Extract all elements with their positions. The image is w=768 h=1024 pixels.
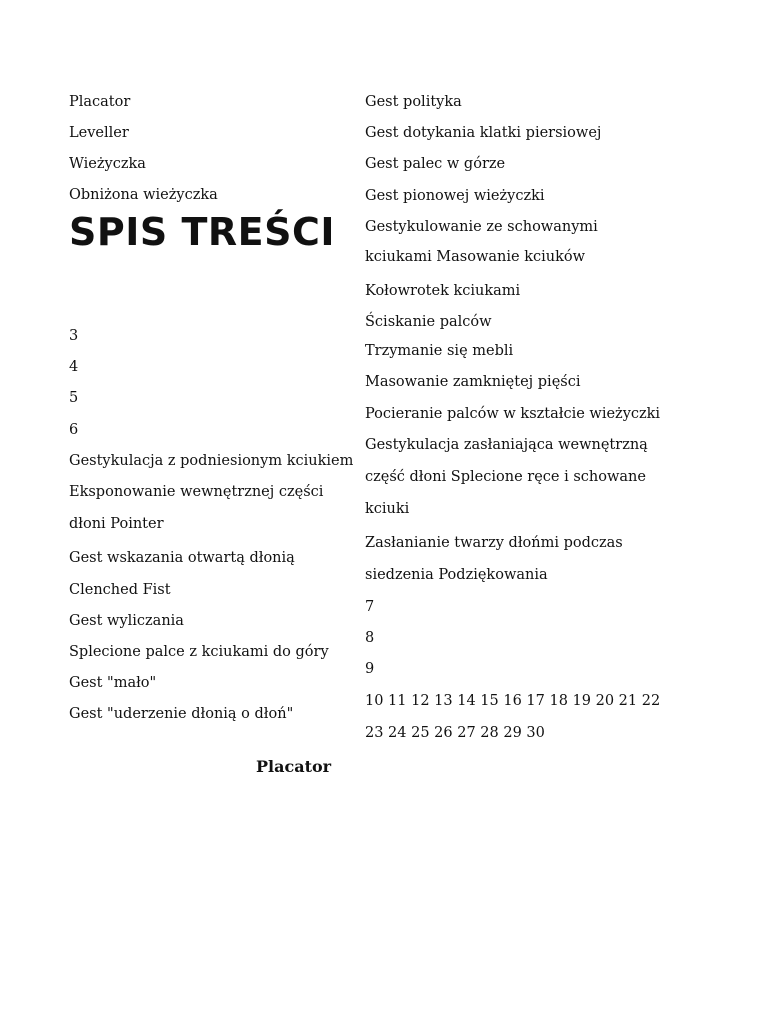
toc-entry: Placator [69,94,131,110]
toc-entry: Trzymanie się mebli [365,343,514,359]
toc-title: SPIS TREŚCI [69,210,335,254]
toc-entry: Wieżyczka [69,156,146,172]
toc-entry: Zasłanianie twarzy dłońmi podczas [365,535,623,551]
toc-entry: Masowanie zamkniętej pięści [365,374,581,390]
page-number: 8 [365,630,375,646]
toc-entry: Gestykulacja z podniesionym kciukiem [69,453,354,469]
page-number: 9 [365,661,375,677]
toc-entry: Gestykulowanie ze schowanymi [365,219,598,235]
toc-entry: dłoni Pointer [69,516,164,532]
section-heading: Placator [256,757,332,776]
page-number: 5 [69,390,79,406]
toc-entry: Gest dotykania klatki piersiowej [365,125,602,141]
toc-entry: Ściskanie palców [365,314,492,330]
toc-entry: Gestykulacja zasłaniająca wewnętrzną [365,437,648,453]
toc-entry: Gest "uderzenie dłonią o dłoń" [69,706,294,722]
page-number: 4 [69,359,79,375]
toc-entry: Kołowrotek kciukami [365,283,521,299]
page-numbers-range: 23 24 25 26 27 28 29 30 [365,725,545,741]
toc-entry: Obniżona wieżyczka [69,187,218,203]
toc-entry: kciuki [365,501,410,517]
toc-entry: siedzenia Podziękowania [365,567,548,583]
toc-entry: Gest pionowej wieżyczki [365,188,545,204]
toc-entry: Pocieranie palców w kształcie wieżyczki [365,406,661,422]
toc-entry: Gest palec w górze [365,156,506,172]
toc-entry: Gest wskazania otwartą dłonią [69,550,295,566]
page-number: 6 [69,422,79,438]
toc-entry: Gest polityka [365,94,462,110]
toc-entry: Gest "mało" [69,675,157,691]
toc-entry: Leveller [69,125,129,141]
toc-entry: Splecione palce z kciukami do góry [69,644,329,660]
page-numbers-range: 10 11 12 13 14 15 16 17 18 19 20 21 22 [365,693,661,709]
page-number: 3 [69,328,79,344]
toc-entry: Eksponowanie wewnętrznej części [69,484,324,500]
page-number: 7 [365,599,375,615]
toc-entry: Clenched Fist [69,582,171,598]
toc-entry: część dłoni Splecione ręce i schowane [365,469,646,485]
toc-entry: Gest wyliczania [69,613,184,629]
toc-entry: kciukami Masowanie kciuków [365,249,586,265]
